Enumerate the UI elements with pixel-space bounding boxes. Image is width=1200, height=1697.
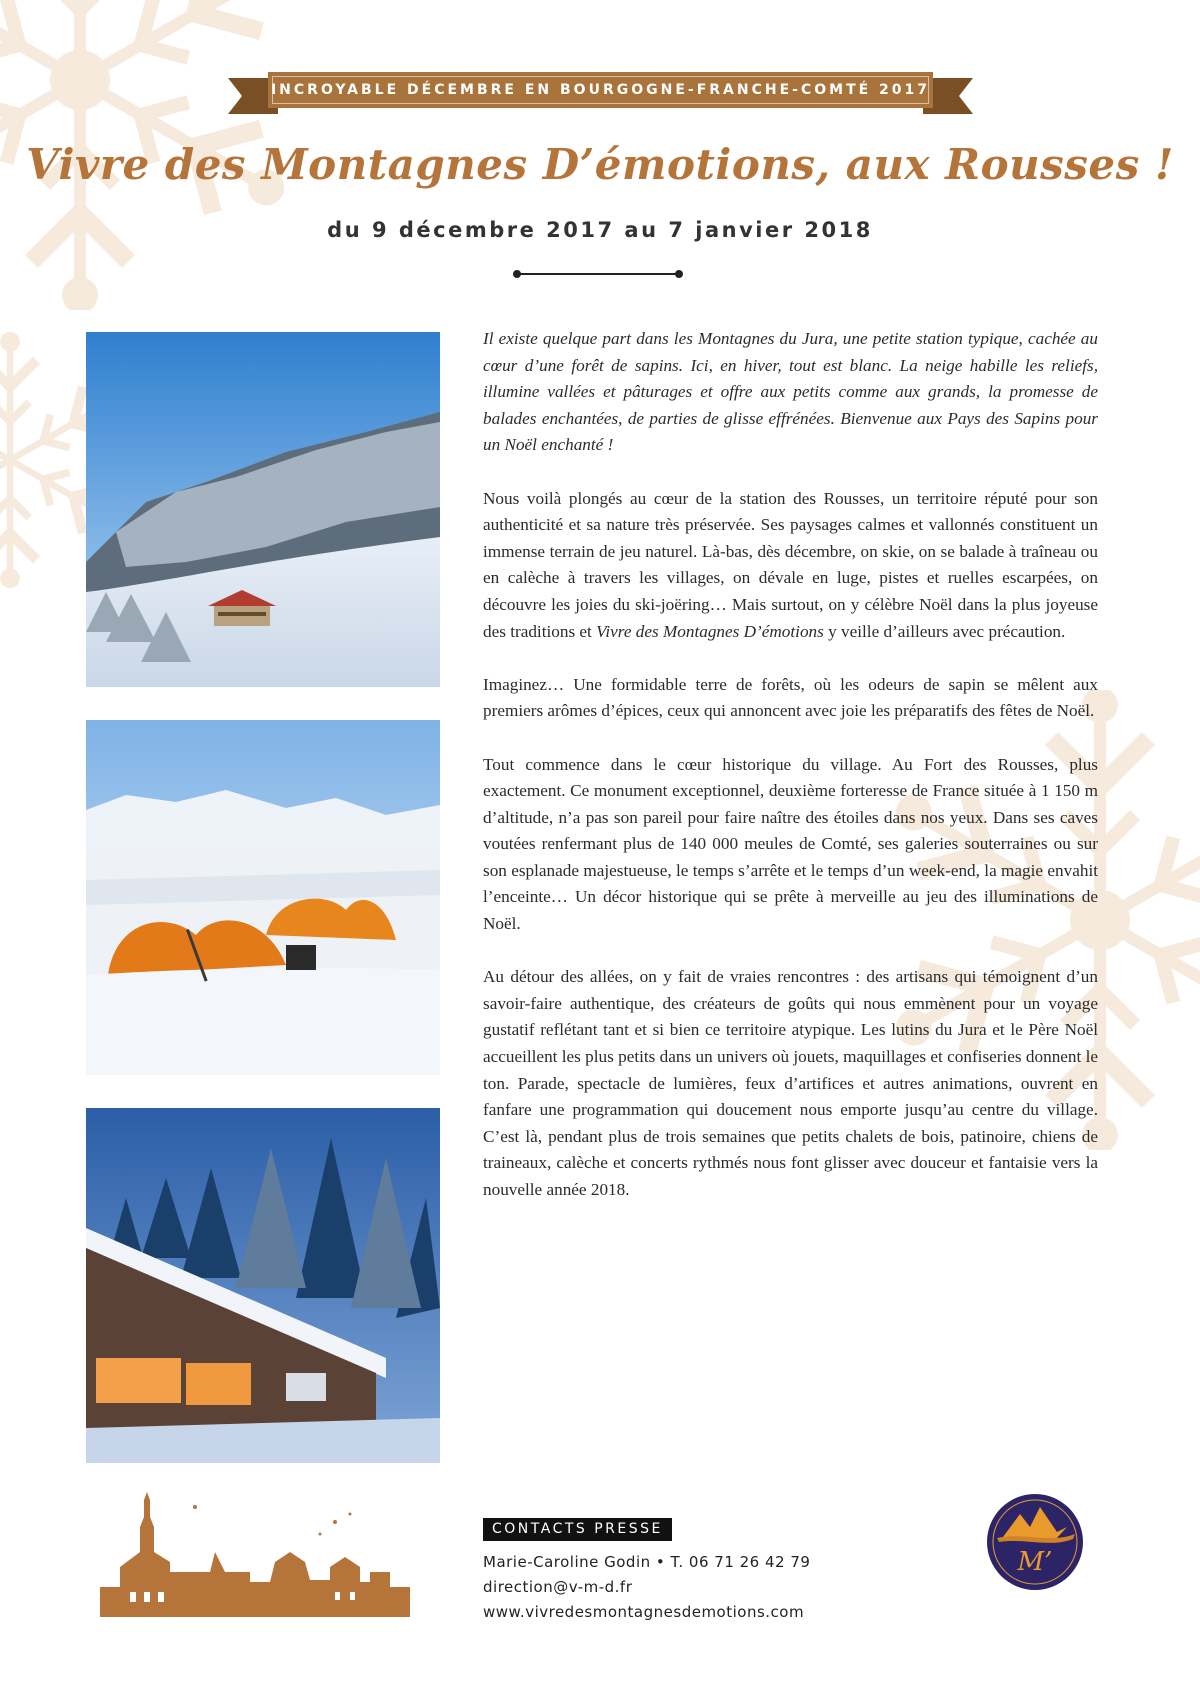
lit-chalet-night-photo xyxy=(86,1108,440,1463)
contact-name-phone: Marie-Caroline Godin • T. 06 71 26 42 79 xyxy=(483,1553,811,1571)
ribbon-band xyxy=(268,72,933,108)
title-divider xyxy=(513,270,683,278)
orange-tents-snow-photo xyxy=(86,720,440,1075)
paragraph-allees: Au détour des allées, on y fait de vraies rencontres : des artisans qui témoignent d’un savoir-faire authentique, des créateurs de goûts qui nous emmènent pour un voyage gustatif reflétant tant et si bien ce territoire atypique. Les lutins du Jura et le Père Noël accueillent les plus petits dans un univers où jouets, maquillages et confiseries donnent le ton. Parade, spectacle de lumières, feux d’artifices et autres animations, ouvrent en fanfare une programmation qui doucement nous emporte jusqu’au centre du village. C’est là, pendant plus de trois semaines que petits chalets de bois, patinoire, chiens de traineaux, calèche et concerts rythmés nous font glisser avec douceur et fantaisie vers la nouvelle année 2018. xyxy=(483,967,1098,1199)
article-body xyxy=(483,326,1098,1230)
page-title: Vivre des Montagnes D’émotions, aux Rousses ! xyxy=(26,140,1174,189)
mountain-logo-icon xyxy=(985,1492,1085,1592)
contact-website[interactable]: www.vivredesmontagnesdemotions.com xyxy=(483,1603,805,1621)
paragraph-fort: Tout commence dans le cœur historique du village. Au Fort des Rousses, plus exactement. Ce monument exceptionnel, deuxième forteresse de France située à 1 150 m d’altitude, n’a pas son pareil pour faire naître des étoiles dans nos yeux. Dans ses caves voutées renfermant plus de 140 000 meules de Comté, ses galeries souterraines ou sur son esplanade majestueuse, le temps s’arrête et le temps d’un week-end, la magie envahit l’enceinte… Un décor historique qui se prête à merveille au jeu des illuminations de Noël. xyxy=(483,754,1098,934)
intro-paragraph: Il existe quelque part dans les Montagnes du Jura, une petite station typique, cachée au cœur d’une forêt de sapins. Ici, en hiver, tout est blanc. La neige habille les reliefs, illumine vallées et pâturages et offre aux petits comme aux grands, la promesse de balades enchantées, de parties de glisse effrénées. Bienvenue aux Pays des Sapins pour un Noël enchanté ! xyxy=(483,329,1098,455)
contact-email[interactable]: direction@v-m-d.fr xyxy=(483,1578,633,1596)
contacts-label: CONTACTS PRESSE xyxy=(483,1518,672,1541)
logo-monogram: M’ xyxy=(1017,1547,1053,1577)
paragraph-station xyxy=(483,486,1098,646)
paragraph-imaginez: Imaginez… Une formidable terre de forêts, où les odeurs de sapin se mêlent aux premiers arômes d’épices, ceux qui annoncent avec joie les préparatifs des fêtes de Noël. xyxy=(483,674,1098,721)
banner-ribbon xyxy=(228,72,973,116)
brand-name-italic: Vivre des Montagnes D’émotions xyxy=(596,621,824,641)
event-dates: du 9 décembre 2017 au 7 janvier 2018 xyxy=(327,218,873,242)
paragraph-station-text-b: y veille d’ailleurs avec précaution. xyxy=(823,621,1066,641)
banner-text: INCROYABLE DÉCEMBRE EN BOURGOGNE-FRANCHE-COMTÉ 2017 xyxy=(270,82,931,98)
paragraph-station-text-a: Nous voilà plongés au cœur de la station des Rousses, un territoire réputé pour son authenticité et sa nature très préservée. Ses paysages calmes et vallonnés constituent un immense terrain de jeu naturel. Là-bas, dès décembre, on skie, on se balade à traîneau ou en calèche à travers les villages, on dévale en luge, pistes et ruelles escarpées, on découvre les joies du ski-joëring… Mais surtout, on y célèbre Noël dans la plus joyeuse des traditions et xyxy=(483,488,1098,641)
snowy-chalet-forest-photo xyxy=(86,332,440,687)
village-silhouette-icon xyxy=(100,1492,410,1622)
